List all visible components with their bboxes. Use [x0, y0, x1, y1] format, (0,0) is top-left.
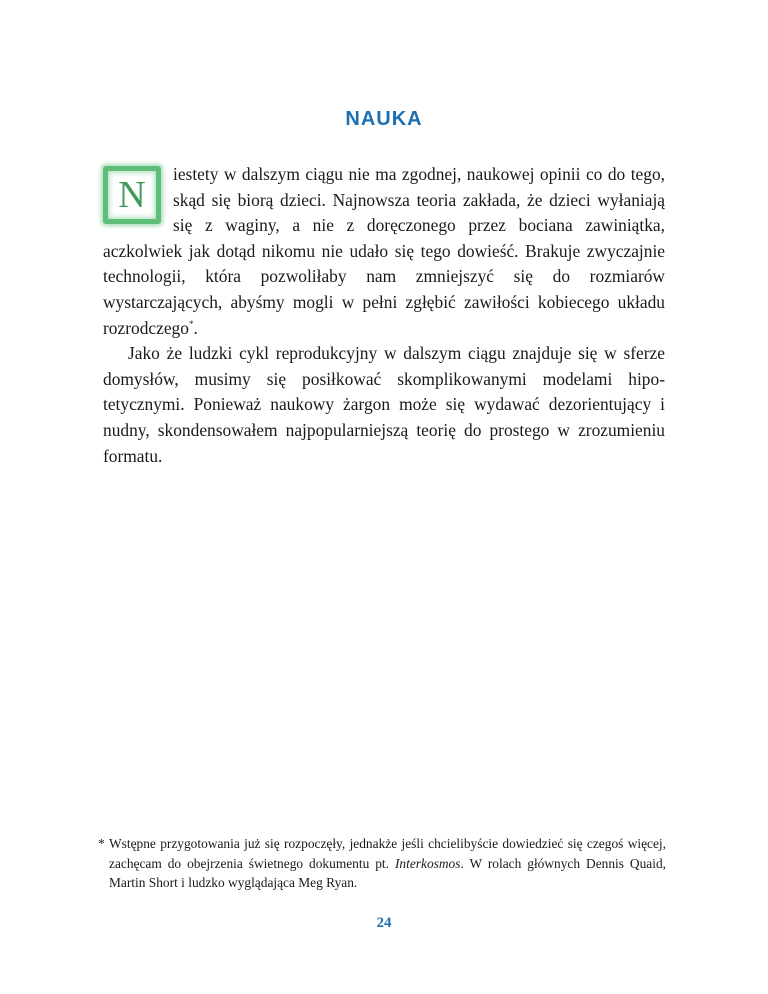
chapter-title: NAUKA: [345, 108, 423, 130]
footnote: [98, 834, 666, 893]
footnote-reference: *: [188, 318, 194, 329]
dropcap-letter: N: [103, 166, 161, 224]
footnote-text-before: Wstępne przygotowania już się rozpoczęły, jednakże jeśli chcielibyście dowiedzieć się czegoś więcej, zachęcam do obejrzenia świetnego dokumentu pt.: [109, 836, 666, 871]
footnote-body: [98, 834, 666, 893]
paragraph-1-end: .: [193, 317, 198, 338]
paragraph-1-text: iestety w dalszym ciągu nie ma zgodnej, naukowej opinii co do tego, skąd się biorą dzieci. Najnowsza teoria zakłada, że dzieci wyłaniają się z waginy, a nie z doręczonego przez bociana zawiniątka, aczkolwiek jak dotąd nikomu nie udało się tego dowieść. Brakuje zwyczajnie technologii, która pozwoliłaby nam zmniejszyć się do rozmiarów wystarczających, abyśmy mogli w pełni zgłębić zawiłości kobiecego układu rozrodczego: [103, 164, 665, 338]
footnote-mark: *: [98, 836, 105, 851]
page-number: 24: [376, 915, 392, 931]
footnote-text-after: . W rolach głównych Dennis Quaid, Martin Short i ludzko wyglądająca Meg Ryan.: [109, 855, 666, 890]
main-text: [103, 162, 665, 469]
paragraph-1: [103, 162, 665, 341]
footnote-document-title: Interkosmos: [394, 855, 461, 871]
paragraph-2: Jako że ludzki cykl reprodukcyjny w dalszym ciągu znajduje się w sferze domysłów, musimy się posiłkować skomplikowanymi modelami hipotetycznymi. Ponieważ naukowy żargon może się wydawać dezorientujący i nudny, skondensowałem najpopularniejszą teorię do prostego w zrozumieniu formatu.: [103, 343, 665, 466]
